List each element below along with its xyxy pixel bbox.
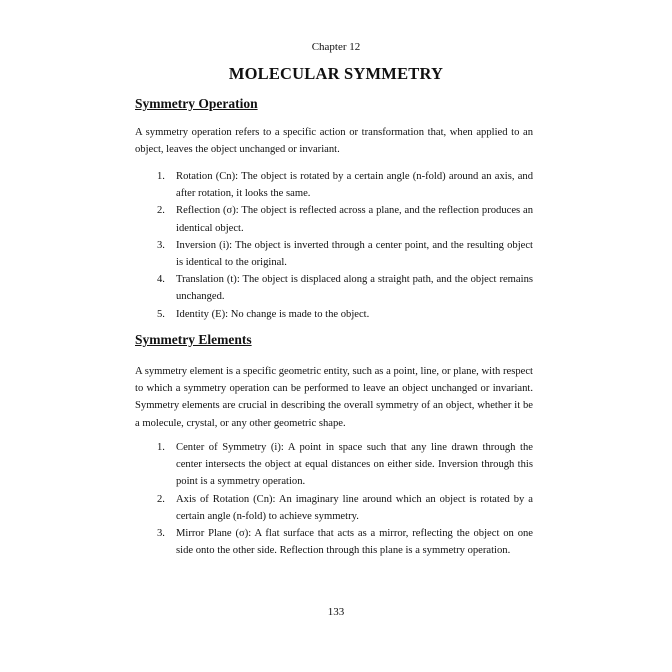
elements-list — [157, 439, 533, 559]
list-item — [157, 168, 533, 202]
operations-list — [157, 168, 533, 323]
list-item — [157, 237, 533, 271]
item-text: Translation (t): The object is displaced along a straight path, and the object remains unchanged. — [176, 274, 533, 303]
section-paragraph: A symmetry element is a specific geometric entity, such as a point, line, or plane, with respect to which a symmetry operation can be performed to leave an object unchanged or invariant. Symmetry elements are crucial in describing the overall symmetry of an object, whether it be a molecule, crystal, or any other geometric shape. — [135, 366, 533, 429]
list-item — [157, 439, 533, 491]
chapter-label: Chapter 12 — [311, 41, 361, 53]
item-number: 2. — [157, 205, 165, 217]
item-text: Axis of Rotation (Cn): An imaginary line around which an object is rotated by a certain angle (n-fold) to achieve symmetry. — [176, 493, 533, 522]
item-number: 1. — [157, 442, 165, 453]
item-number: 3. — [157, 239, 165, 251]
item-number: 1. — [157, 171, 165, 182]
list-item — [157, 202, 533, 236]
item-text: Reflection (σ): The object is reflected across a plane, and the reflection produces an identical object. — [176, 205, 533, 234]
item-text: Inversion (i): The object is inverted through a center point, and the resulting object is identical to the original. — [176, 239, 533, 269]
page-title: MOLECULAR SYMMETRY — [228, 64, 444, 83]
section-paragraph: A symmetry operation refers to a specific action or transformation that, when applied to an object, leaves the object unchanged or invariant. — [135, 127, 533, 156]
section-heading-symmetry-operation: Symmetry Operation — [135, 96, 258, 111]
item-text: Identity (E): No change is made to the object. — [176, 308, 370, 320]
item-number: 3. — [157, 528, 165, 540]
section-heading-symmetry-elements: Symmetry Elements — [135, 332, 252, 347]
item-text: Rotation (Cn): The object is rotated by a certain angle (n-fold) around an axis, and after rotation, it looks the same. — [176, 171, 533, 200]
list-item — [157, 271, 533, 305]
item-text: Center of Symmetry (i): A point in space such that any line drawn through the center intersects the object at equal distances on either side. Inversion through this point is a symmetry operation. — [176, 442, 533, 488]
page-number: 133 — [327, 606, 345, 618]
item-text: Mirror Plane (σ): A flat surface that acts as a mirror, reflecting the object on one side onto the other side. Reflection through this plane is a symmetry operation. — [176, 528, 533, 557]
list-item — [157, 491, 533, 525]
item-number: 2. — [157, 493, 165, 505]
item-number: 5. — [157, 308, 165, 320]
list-item — [157, 525, 533, 559]
item-number: 4. — [157, 274, 165, 286]
list-item — [157, 306, 533, 323]
